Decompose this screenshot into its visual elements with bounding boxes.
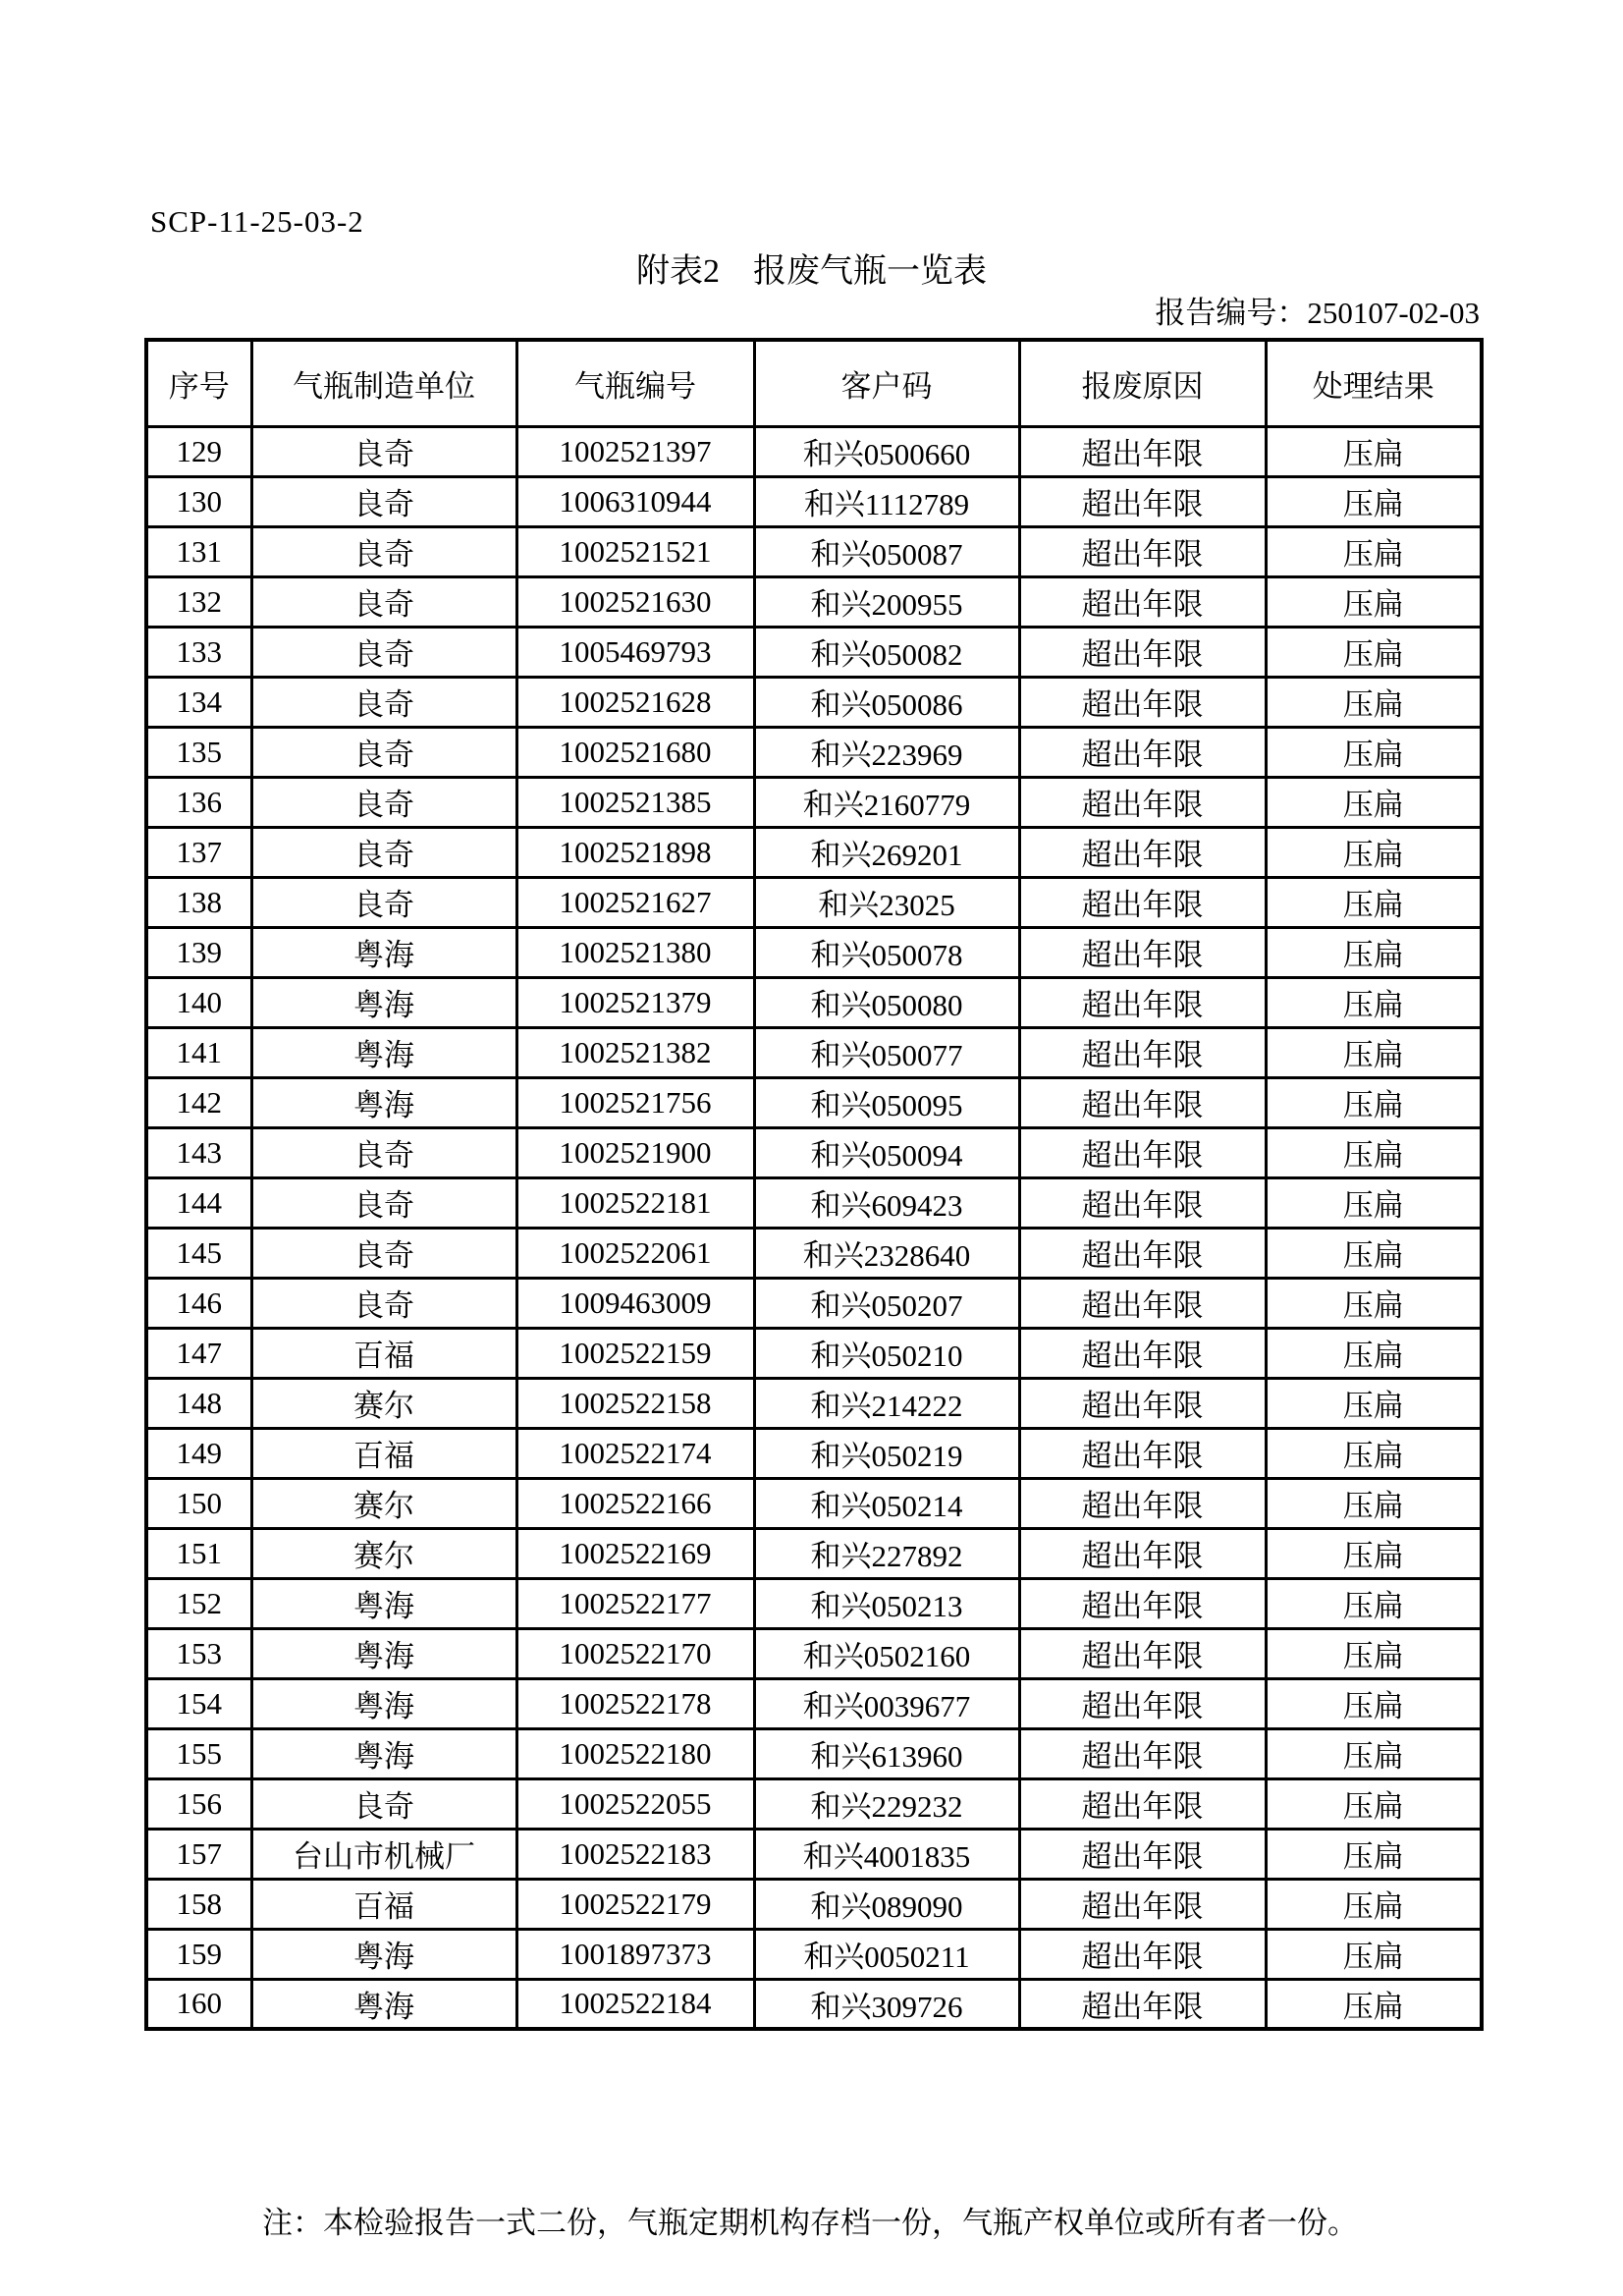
cell-seq: 150 bbox=[146, 1478, 251, 1528]
cell-scrap_reason: 超出年限 bbox=[1019, 1728, 1266, 1778]
cell-disposal_result: 压扁 bbox=[1266, 827, 1482, 877]
cell-customer_code: 和兴050213 bbox=[754, 1578, 1019, 1628]
cell-disposal_result: 压扁 bbox=[1266, 1077, 1482, 1127]
cell-scrap_reason: 超出年限 bbox=[1019, 1378, 1266, 1428]
table-row bbox=[146, 1428, 1482, 1478]
cell-manufacturer: 粤海 bbox=[251, 1077, 516, 1127]
cell-customer_code: 和兴050077 bbox=[754, 1027, 1019, 1077]
cell-scrap_reason: 超出年限 bbox=[1019, 1478, 1266, 1528]
cell-customer_code: 和兴23025 bbox=[754, 877, 1019, 927]
cell-manufacturer: 粤海 bbox=[251, 1678, 516, 1728]
table-row bbox=[146, 1177, 1482, 1228]
table-row bbox=[146, 627, 1482, 677]
cell-disposal_result: 压扁 bbox=[1266, 426, 1482, 476]
cell-scrap_reason: 超出年限 bbox=[1019, 677, 1266, 727]
cell-cylinder_no: 1009463009 bbox=[516, 1278, 754, 1328]
table-row bbox=[146, 1678, 1482, 1728]
cell-seq: 156 bbox=[146, 1778, 251, 1829]
cell-disposal_result: 压扁 bbox=[1266, 1578, 1482, 1628]
table-row bbox=[146, 727, 1482, 777]
table-row bbox=[146, 827, 1482, 877]
table-header-row bbox=[146, 340, 1482, 426]
cell-disposal_result: 压扁 bbox=[1266, 777, 1482, 827]
cell-disposal_result: 压扁 bbox=[1266, 927, 1482, 977]
cell-customer_code: 和兴050087 bbox=[754, 526, 1019, 576]
cell-disposal_result: 压扁 bbox=[1266, 1228, 1482, 1278]
cell-seq: 155 bbox=[146, 1728, 251, 1778]
cell-cylinder_no: 1002521627 bbox=[516, 877, 754, 927]
cell-manufacturer: 良奇 bbox=[251, 1127, 516, 1177]
cell-seq: 153 bbox=[146, 1628, 251, 1678]
cell-scrap_reason: 超出年限 bbox=[1019, 877, 1266, 927]
footer-note: 注：本检验报告一式二份，气瓶定期机构存档一份，气瓶产权单位或所有者一份。 bbox=[262, 2206, 1358, 2240]
cell-customer_code: 和兴050207 bbox=[754, 1278, 1019, 1328]
cell-customer_code: 和兴609423 bbox=[754, 1177, 1019, 1228]
cell-disposal_result: 压扁 bbox=[1266, 1778, 1482, 1829]
cell-scrap_reason: 超出年限 bbox=[1019, 1578, 1266, 1628]
cell-scrap_reason: 超出年限 bbox=[1019, 476, 1266, 526]
cell-seq: 146 bbox=[146, 1278, 251, 1328]
cell-seq: 157 bbox=[146, 1829, 251, 1879]
cell-cylinder_no: 1002521900 bbox=[516, 1127, 754, 1177]
cell-cylinder_no: 1002522178 bbox=[516, 1678, 754, 1728]
cell-disposal_result: 压扁 bbox=[1266, 1278, 1482, 1328]
cell-seq: 160 bbox=[146, 1979, 251, 2029]
table-row bbox=[146, 1127, 1482, 1177]
doc-code: SCP-11-25-03-2 bbox=[150, 204, 364, 239]
cell-customer_code: 和兴050086 bbox=[754, 677, 1019, 727]
cell-seq: 130 bbox=[146, 476, 251, 526]
cell-scrap_reason: 超出年限 bbox=[1019, 426, 1266, 476]
cell-manufacturer: 良奇 bbox=[251, 1177, 516, 1228]
cell-customer_code: 和兴0500660 bbox=[754, 426, 1019, 476]
cell-scrap_reason: 超出年限 bbox=[1019, 576, 1266, 627]
cell-seq: 152 bbox=[146, 1578, 251, 1628]
table-row bbox=[146, 1528, 1482, 1578]
cell-seq: 149 bbox=[146, 1428, 251, 1478]
cell-scrap_reason: 超出年限 bbox=[1019, 1528, 1266, 1578]
cell-cylinder_no: 1002522055 bbox=[516, 1778, 754, 1829]
cell-disposal_result: 压扁 bbox=[1266, 1127, 1482, 1177]
cell-manufacturer: 良奇 bbox=[251, 1278, 516, 1328]
cell-manufacturer: 良奇 bbox=[251, 627, 516, 677]
cell-seq: 140 bbox=[146, 977, 251, 1027]
cell-scrap_reason: 超出年限 bbox=[1019, 1228, 1266, 1278]
cell-customer_code: 和兴214222 bbox=[754, 1378, 1019, 1428]
table-row bbox=[146, 1027, 1482, 1077]
cell-customer_code: 和兴050080 bbox=[754, 977, 1019, 1027]
cell-disposal_result: 压扁 bbox=[1266, 526, 1482, 576]
table-row bbox=[146, 426, 1482, 476]
cell-seq: 138 bbox=[146, 877, 251, 927]
column-header-seq: 序号 bbox=[146, 340, 251, 426]
cell-manufacturer: 粤海 bbox=[251, 1578, 516, 1628]
cell-disposal_result: 压扁 bbox=[1266, 1328, 1482, 1378]
cell-customer_code: 和兴0050211 bbox=[754, 1929, 1019, 1979]
cell-seq: 154 bbox=[146, 1678, 251, 1728]
cell-disposal_result: 压扁 bbox=[1266, 1478, 1482, 1528]
cell-disposal_result: 压扁 bbox=[1266, 1879, 1482, 1929]
cell-customer_code: 和兴050219 bbox=[754, 1428, 1019, 1478]
cell-disposal_result: 压扁 bbox=[1266, 1829, 1482, 1879]
cell-seq: 135 bbox=[146, 727, 251, 777]
table-body bbox=[146, 426, 1482, 2029]
column-header-manufacturer: 气瓶制造单位 bbox=[251, 340, 516, 426]
cell-customer_code: 和兴269201 bbox=[754, 827, 1019, 877]
cell-customer_code: 和兴309726 bbox=[754, 1979, 1019, 2029]
cell-seq: 139 bbox=[146, 927, 251, 977]
cell-cylinder_no: 1002522184 bbox=[516, 1979, 754, 2029]
cell-scrap_reason: 超出年限 bbox=[1019, 1778, 1266, 1829]
report-number-label: 报告编号： bbox=[1155, 296, 1308, 330]
cell-customer_code: 和兴4001835 bbox=[754, 1829, 1019, 1879]
cell-seq: 148 bbox=[146, 1378, 251, 1428]
cell-cylinder_no: 1002522158 bbox=[516, 1378, 754, 1428]
cell-cylinder_no: 1002522180 bbox=[516, 1728, 754, 1778]
cell-scrap_reason: 超出年限 bbox=[1019, 927, 1266, 977]
table-row bbox=[146, 877, 1482, 927]
table-row bbox=[146, 1228, 1482, 1278]
column-header-customer_code: 客户码 bbox=[754, 340, 1019, 426]
cell-disposal_result: 压扁 bbox=[1266, 576, 1482, 627]
cell-customer_code: 和兴200955 bbox=[754, 576, 1019, 627]
cell-customer_code: 和兴050078 bbox=[754, 927, 1019, 977]
cell-customer_code: 和兴0039677 bbox=[754, 1678, 1019, 1728]
cell-scrap_reason: 超出年限 bbox=[1019, 727, 1266, 777]
cell-manufacturer: 良奇 bbox=[251, 476, 516, 526]
cell-customer_code: 和兴2328640 bbox=[754, 1228, 1019, 1278]
cell-manufacturer: 赛尔 bbox=[251, 1478, 516, 1528]
table-row bbox=[146, 927, 1482, 977]
cell-seq: 132 bbox=[146, 576, 251, 627]
cell-cylinder_no: 1002521521 bbox=[516, 526, 754, 576]
cell-cylinder_no: 1005469793 bbox=[516, 627, 754, 677]
table-row bbox=[146, 1778, 1482, 1829]
cell-scrap_reason: 超出年限 bbox=[1019, 1278, 1266, 1328]
cell-cylinder_no: 1002521380 bbox=[516, 927, 754, 977]
cell-cylinder_no: 1002522183 bbox=[516, 1829, 754, 1879]
cell-disposal_result: 压扁 bbox=[1266, 1378, 1482, 1428]
table-row bbox=[146, 526, 1482, 576]
cell-manufacturer: 良奇 bbox=[251, 777, 516, 827]
cell-customer_code: 和兴613960 bbox=[754, 1728, 1019, 1778]
cell-scrap_reason: 超出年限 bbox=[1019, 1177, 1266, 1228]
table-row bbox=[146, 1278, 1482, 1328]
cell-cylinder_no: 1006310944 bbox=[516, 476, 754, 526]
cell-cylinder_no: 1002521397 bbox=[516, 426, 754, 476]
cell-seq: 134 bbox=[146, 677, 251, 727]
cell-manufacturer: 良奇 bbox=[251, 827, 516, 877]
cell-scrap_reason: 超出年限 bbox=[1019, 526, 1266, 576]
table-row bbox=[146, 476, 1482, 526]
cell-cylinder_no: 1002521385 bbox=[516, 777, 754, 827]
cell-manufacturer: 良奇 bbox=[251, 727, 516, 777]
cell-customer_code: 和兴2160779 bbox=[754, 777, 1019, 827]
cell-scrap_reason: 超出年限 bbox=[1019, 1127, 1266, 1177]
cell-customer_code: 和兴1112789 bbox=[754, 476, 1019, 526]
cell-cylinder_no: 1002521379 bbox=[516, 977, 754, 1027]
cell-manufacturer: 台山市机械厂 bbox=[251, 1829, 516, 1879]
cell-customer_code: 和兴050210 bbox=[754, 1328, 1019, 1378]
column-header-scrap_reason: 报废原因 bbox=[1019, 340, 1266, 426]
cell-scrap_reason: 超出年限 bbox=[1019, 1628, 1266, 1678]
table-row bbox=[146, 1728, 1482, 1778]
cell-cylinder_no: 1001897373 bbox=[516, 1929, 754, 1979]
cell-manufacturer: 粤海 bbox=[251, 1979, 516, 2029]
cell-scrap_reason: 超出年限 bbox=[1019, 1879, 1266, 1929]
table-row bbox=[146, 1328, 1482, 1378]
cell-cylinder_no: 1002521628 bbox=[516, 677, 754, 727]
cell-manufacturer: 粤海 bbox=[251, 1628, 516, 1678]
cell-disposal_result: 压扁 bbox=[1266, 1528, 1482, 1578]
cell-manufacturer: 良奇 bbox=[251, 877, 516, 927]
cell-seq: 142 bbox=[146, 1077, 251, 1127]
cell-cylinder_no: 1002522166 bbox=[516, 1478, 754, 1528]
cell-customer_code: 和兴227892 bbox=[754, 1528, 1019, 1578]
cell-disposal_result: 压扁 bbox=[1266, 1929, 1482, 1979]
cell-disposal_result: 压扁 bbox=[1266, 1678, 1482, 1728]
cell-cylinder_no: 1002521680 bbox=[516, 727, 754, 777]
cell-seq: 131 bbox=[146, 526, 251, 576]
cell-manufacturer: 百福 bbox=[251, 1428, 516, 1478]
table-row bbox=[146, 1077, 1482, 1127]
column-header-disposal_result: 处理结果 bbox=[1266, 340, 1482, 426]
cell-cylinder_no: 1002521630 bbox=[516, 576, 754, 627]
cell-cylinder_no: 1002522159 bbox=[516, 1328, 754, 1378]
cell-manufacturer: 粤海 bbox=[251, 977, 516, 1027]
cell-seq: 141 bbox=[146, 1027, 251, 1077]
table-row bbox=[146, 1879, 1482, 1929]
cell-manufacturer: 粤海 bbox=[251, 1027, 516, 1077]
report-number bbox=[144, 288, 1480, 332]
cell-seq: 151 bbox=[146, 1528, 251, 1578]
table-row bbox=[146, 576, 1482, 627]
cell-scrap_reason: 超出年限 bbox=[1019, 1929, 1266, 1979]
cell-manufacturer: 良奇 bbox=[251, 526, 516, 576]
cell-scrap_reason: 超出年限 bbox=[1019, 627, 1266, 677]
table-row bbox=[146, 677, 1482, 727]
cell-scrap_reason: 超出年限 bbox=[1019, 977, 1266, 1027]
cell-seq: 159 bbox=[146, 1929, 251, 1979]
cell-disposal_result: 压扁 bbox=[1266, 1027, 1482, 1077]
cell-customer_code: 和兴089090 bbox=[754, 1879, 1019, 1929]
cell-disposal_result: 压扁 bbox=[1266, 476, 1482, 526]
cell-disposal_result: 压扁 bbox=[1266, 1428, 1482, 1478]
cell-customer_code: 和兴050095 bbox=[754, 1077, 1019, 1127]
cell-cylinder_no: 1002522170 bbox=[516, 1628, 754, 1678]
scrapped-cylinder-table bbox=[144, 338, 1484, 2031]
table-row bbox=[146, 1979, 1482, 2029]
table-row bbox=[146, 1829, 1482, 1879]
cell-manufacturer: 粤海 bbox=[251, 1728, 516, 1778]
cell-scrap_reason: 超出年限 bbox=[1019, 827, 1266, 877]
cell-manufacturer: 赛尔 bbox=[251, 1378, 516, 1428]
cell-seq: 145 bbox=[146, 1228, 251, 1278]
cell-cylinder_no: 1002522181 bbox=[516, 1177, 754, 1228]
cell-disposal_result: 压扁 bbox=[1266, 1628, 1482, 1678]
cell-seq: 136 bbox=[146, 777, 251, 827]
cell-manufacturer: 粤海 bbox=[251, 927, 516, 977]
table-row bbox=[146, 1378, 1482, 1428]
cell-disposal_result: 压扁 bbox=[1266, 677, 1482, 727]
cell-scrap_reason: 超出年限 bbox=[1019, 777, 1266, 827]
cell-cylinder_no: 1002521898 bbox=[516, 827, 754, 877]
cell-scrap_reason: 超出年限 bbox=[1019, 1979, 1266, 2029]
table-row bbox=[146, 1929, 1482, 1979]
cell-manufacturer: 百福 bbox=[251, 1328, 516, 1378]
report-number-value: 250107-02-03 bbox=[1307, 296, 1480, 330]
cell-customer_code: 和兴223969 bbox=[754, 727, 1019, 777]
cell-disposal_result: 压扁 bbox=[1266, 1177, 1482, 1228]
cell-manufacturer: 良奇 bbox=[251, 426, 516, 476]
cell-manufacturer: 良奇 bbox=[251, 1228, 516, 1278]
cell-customer_code: 和兴229232 bbox=[754, 1778, 1019, 1829]
table-row bbox=[146, 1578, 1482, 1628]
cell-disposal_result: 压扁 bbox=[1266, 727, 1482, 777]
cell-manufacturer: 赛尔 bbox=[251, 1528, 516, 1578]
cell-disposal_result: 压扁 bbox=[1266, 1979, 1482, 2029]
cell-cylinder_no: 1002521756 bbox=[516, 1077, 754, 1127]
cell-disposal_result: 压扁 bbox=[1266, 627, 1482, 677]
cell-cylinder_no: 1002521382 bbox=[516, 1027, 754, 1077]
cell-scrap_reason: 超出年限 bbox=[1019, 1027, 1266, 1077]
cell-scrap_reason: 超出年限 bbox=[1019, 1829, 1266, 1879]
cell-scrap_reason: 超出年限 bbox=[1019, 1678, 1266, 1728]
cell-seq: 129 bbox=[146, 426, 251, 476]
cell-seq: 137 bbox=[146, 827, 251, 877]
cell-disposal_result: 压扁 bbox=[1266, 977, 1482, 1027]
cell-manufacturer: 良奇 bbox=[251, 1778, 516, 1829]
cell-customer_code: 和兴050214 bbox=[754, 1478, 1019, 1528]
table-row bbox=[146, 777, 1482, 827]
cell-manufacturer: 良奇 bbox=[251, 576, 516, 627]
table-row bbox=[146, 977, 1482, 1027]
cell-seq: 158 bbox=[146, 1879, 251, 1929]
cell-seq: 147 bbox=[146, 1328, 251, 1378]
table-row bbox=[146, 1478, 1482, 1528]
cell-scrap_reason: 超出年限 bbox=[1019, 1328, 1266, 1378]
page-title: 附表2 报废气瓶一览表 bbox=[636, 253, 987, 290]
cell-manufacturer: 百福 bbox=[251, 1879, 516, 1929]
cell-scrap_reason: 超出年限 bbox=[1019, 1428, 1266, 1478]
cell-customer_code: 和兴050082 bbox=[754, 627, 1019, 677]
column-header-cylinder_no: 气瓶编号 bbox=[516, 340, 754, 426]
cell-scrap_reason: 超出年限 bbox=[1019, 1077, 1266, 1127]
cell-seq: 133 bbox=[146, 627, 251, 677]
cell-manufacturer: 良奇 bbox=[251, 677, 516, 727]
cell-manufacturer: 粤海 bbox=[251, 1929, 516, 1979]
cell-customer_code: 和兴050094 bbox=[754, 1127, 1019, 1177]
cell-disposal_result: 压扁 bbox=[1266, 877, 1482, 927]
cell-cylinder_no: 1002522177 bbox=[516, 1578, 754, 1628]
table-row bbox=[146, 1628, 1482, 1678]
cell-cylinder_no: 1002522179 bbox=[516, 1879, 754, 1929]
cell-seq: 144 bbox=[146, 1177, 251, 1228]
cell-seq: 143 bbox=[146, 1127, 251, 1177]
cell-cylinder_no: 1002522174 bbox=[516, 1428, 754, 1478]
cell-customer_code: 和兴0502160 bbox=[754, 1628, 1019, 1678]
cell-cylinder_no: 1002522061 bbox=[516, 1228, 754, 1278]
cell-cylinder_no: 1002522169 bbox=[516, 1528, 754, 1578]
cell-disposal_result: 压扁 bbox=[1266, 1728, 1482, 1778]
